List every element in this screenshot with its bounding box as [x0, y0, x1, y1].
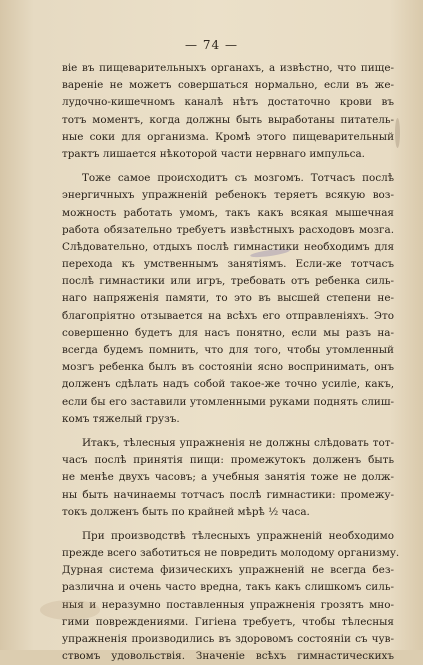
- text-line: віе въ пищеварительныхъ органахъ, а извѣстно, что пище-: [62, 62, 394, 74]
- paper-stain: [395, 118, 400, 148]
- text-line: ныя и неразумно поставленныя упражненія грозятъ мно-: [62, 598, 394, 611]
- text-line: Дурная система физическихъ упражненій не всегда без-: [62, 564, 394, 577]
- text-line: Слѣдовательно, отдыхъ послѣ гимнастики необходимъ для: [62, 240, 394, 253]
- text-line: прежде всего заботиться не повредить молодому организму.: [62, 547, 400, 560]
- text-line: упражненія производились въ здоровомъ состояніи съ чув-: [62, 633, 394, 645]
- text-line: наго напряженія памяти, то это въ высшей степени не-: [62, 292, 394, 305]
- paragraph-gap: [62, 521, 394, 528]
- text-line: тотъ моментъ, когда должны быть выработаны питатель-: [62, 113, 394, 126]
- text-line: При производствѣ тѣлесныхъ упражненій необходимо: [82, 529, 394, 542]
- text-line: если бы его заставили утомленными руками поднять слиш-: [62, 395, 394, 408]
- text-line: благопріятно отзывается на всѣхъ его отправленіяхъ. Это: [62, 309, 394, 322]
- text-line: ствомъ удовольствія. Значеніе всѣхъ гимнастическихъ: [62, 650, 394, 663]
- text-line: мозгъ ребенка былъ въ состояніи ясно воспринимать, онъ: [62, 361, 394, 374]
- text-line: всегда будемъ помнить, что для того, чтобы утомленный: [62, 344, 394, 356]
- text-line: работа обязательно требуетъ извѣстныхъ расходовъ мозга.: [62, 223, 394, 236]
- text-line: токъ долженъ быть по крайней мѣрѣ ½ часа.: [62, 505, 310, 518]
- text-line: долженъ сдѣлать надъ собой такое-же точно усиліе, какъ,: [62, 378, 394, 391]
- text-line: перехода къ умственнымъ занятіямъ. Если-же тотчасъ: [62, 258, 394, 271]
- paragraph-gap: [62, 428, 394, 435]
- paragraph-gap: [62, 163, 394, 170]
- text-line: не менѣе двухъ часовъ; а учебныя занятія тоже не долж-: [62, 471, 394, 484]
- text-line: часъ послѣ принятія пищи: промежутокъ долженъ быть: [62, 454, 394, 467]
- text-line: ны быть начинаемы тотчасъ послѣ гимнастики: промежу-: [62, 488, 394, 501]
- text-line: можность работать умомъ, такъ какъ всякая мышечная: [62, 206, 394, 219]
- text-line: лудочно-кишечномъ каналѣ нѣтъ достаточно крови въ: [62, 96, 394, 109]
- body-text: [62, 60, 400, 665]
- text-line: Тоже самое происходитъ съ мозгомъ. Тотчасъ послѣ: [82, 172, 394, 185]
- text-line: послѣ гимнастики или игръ, требовать отъ ребенка силь-: [62, 275, 394, 288]
- text-line: совершенно будетъ для насъ понятно, если мы разъ на-: [62, 326, 394, 339]
- text-line: трактъ лишается нѣкоторой части нервнаго импульса.: [62, 147, 365, 160]
- text-line: Итакъ, тѣлесныя упражненія не должны слѣдовать тот-: [82, 436, 394, 449]
- text-line: ные соки для организма. Кромѣ этого пищеварительный: [62, 130, 394, 143]
- text-line: вареніе не можетъ совершаться нормально, если въ же-: [62, 79, 394, 92]
- page-number: — 74 —: [185, 38, 238, 52]
- text-line: комъ тяжелый грузъ.: [62, 412, 180, 425]
- text-line: гими повреждениями. Гигіена требуетъ, чтобы тѣлесныя: [62, 615, 394, 628]
- text-line: различна и очень часто вредна, такъ какъ слишкомъ силь-: [62, 581, 394, 594]
- text-line: энергичныхъ упражненій ребенокъ теряетъ всякую воз-: [62, 189, 394, 202]
